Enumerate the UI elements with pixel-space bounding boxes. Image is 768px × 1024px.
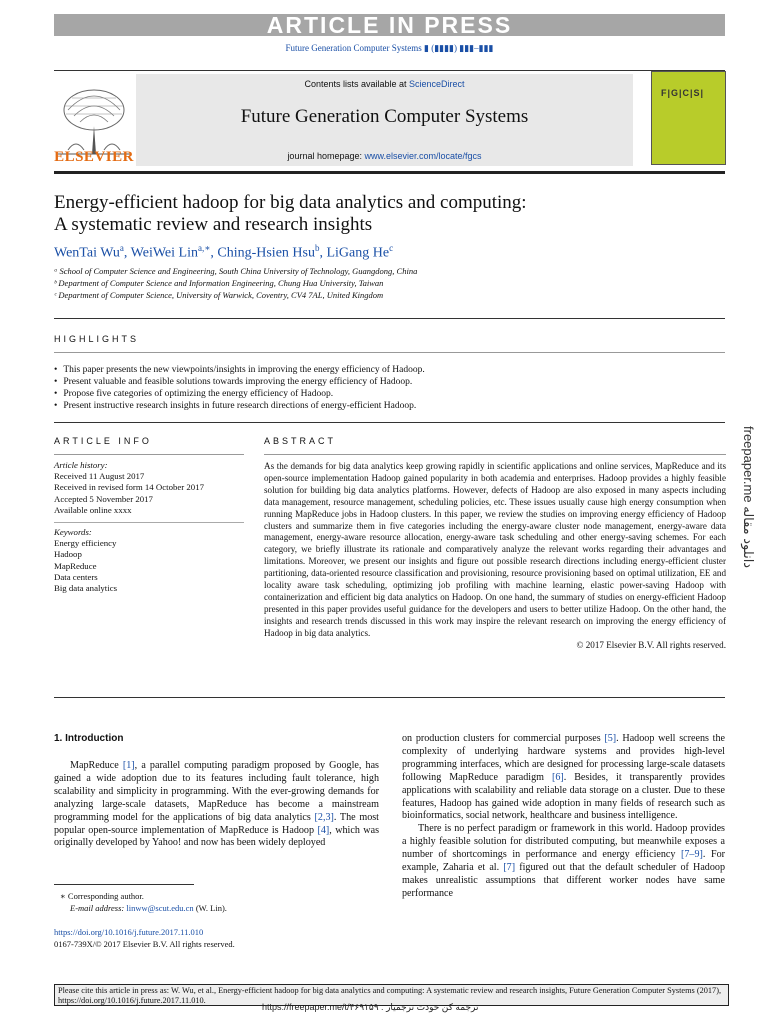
elsevier-wordmark: ELSEVIER: [54, 149, 134, 165]
section-rule: [54, 454, 244, 455]
citation-link[interactable]: [2,3]: [314, 811, 334, 823]
section-rule: [264, 454, 726, 455]
doi-link[interactable]: https://doi.org/10.1016/j.future.2017.11.010: [54, 927, 204, 937]
article-info-column: [54, 460, 244, 594]
journal-title: Future Generation Computer Systems: [240, 106, 529, 127]
freepaper-side-text: freepaper.me دانلود مقاله: [741, 426, 756, 569]
author-affiliation-mark: b: [314, 243, 320, 253]
history-item: Available online xxxx: [54, 504, 132, 515]
body-text: on production clusters for commercial purposes: [402, 733, 605, 744]
history-item: Accepted 5 November 2017: [54, 493, 153, 504]
section-rule: [54, 318, 725, 319]
author-name[interactable]: LiGang He: [326, 245, 390, 261]
email-label: E-mail address:: [70, 903, 127, 913]
citation-link[interactable]: [7–9]: [681, 849, 703, 861]
contents-line: [136, 79, 633, 89]
body-text: , which was originally developed by Yahoo! and now has been widely deployed: [54, 824, 379, 849]
abstract-body: [264, 461, 726, 652]
homepage-line: [136, 151, 633, 161]
affiliation: ᶜ Department of Computer Science, University of Warwick, Coventry, CV4 7AL, United Kingdom: [54, 290, 384, 300]
title-line-2: A systematic review and research insights: [54, 214, 373, 235]
paragraph: [402, 733, 725, 823]
homepage-link[interactable]: www.elsevier.com/locate/fgcs: [364, 151, 482, 161]
freepaper-watermark-bottom[interactable]: https://freepaper.me/t/۴۶۹۱۵۹ : ترجمه کن خودت ترجمیار: [262, 1002, 479, 1012]
keywords-label: Keywords:: [54, 527, 92, 538]
introduction-column-left: [54, 760, 379, 850]
section-rule: [54, 697, 725, 698]
homepage-prefix: journal homepage:: [287, 151, 365, 161]
author-affiliation-mark: a: [119, 243, 124, 253]
header-rule: [54, 70, 725, 71]
paragraph: [402, 823, 725, 900]
author-name[interactable]: WeiWei Lin: [130, 245, 198, 261]
footnote: [54, 890, 374, 914]
info-divider: [54, 522, 244, 523]
body-text: . The most popular open-source implementation of MapReduce is Hadoop: [54, 811, 379, 836]
highlights-list: [54, 364, 714, 412]
cover-title: F|G|C|S|: [661, 88, 705, 98]
section-rule: [54, 422, 725, 423]
body-text: , a parallel computing paradigm proposed by Google, has gained a wide adoption due to its features including fault tolerance, high scalability and simplicity in programming. With the ever-growing demands for analyzing large-scale datasets, MapReduce has become a mainstream programming model for the applications of big data analytics: [54, 760, 379, 823]
title-line-1: Energy-efficient hadoop for big data analytics and computing:: [54, 192, 527, 213]
author-affiliation-mark: c: [389, 243, 394, 253]
corresponding-author: ∗ Corresponding author.: [60, 891, 144, 901]
footnote-rule: [54, 884, 194, 885]
keyword: Data centers: [54, 571, 98, 582]
history-item: Received 11 August 2017: [54, 471, 145, 482]
section-rule: [54, 352, 725, 353]
highlight-item: • Present instructive research insights in future research directions of energy-efficient Hadoop.: [54, 400, 714, 412]
body-text: . For example, Zaharia et al.: [402, 849, 725, 874]
body-text: figured out that the default scheduler of Hadoop makes unrealistic assumptions that different worker nodes have same performance: [402, 862, 725, 899]
freepaper-watermark-side: [742, 426, 758, 596]
introduction-column-right: [402, 733, 725, 901]
keyword: Hadoop: [54, 549, 82, 560]
article-title: [54, 192, 714, 236]
abstract-copyright: © 2017 Elsevier B.V. All rights reserved.: [576, 639, 726, 650]
abstract-heading: ABSTRACT: [264, 436, 337, 446]
history-label: Article history:: [54, 460, 108, 470]
abstract-text: As the demands for big data analytics keep growing rapidly in scientific applications and online services, MapReduce and its open-source implementation Hadoop gained popularity in both academia and enterprises. Hadoop provides a highly feasible solution for building big data analytics platforms. However, defects of Hadoop are also exposed in many aspects including data management, resource management, scheduling policies, etc. These issues usually cause high energy consumption when running MapReduce jobs in Hadoop clusters. In this paper, we review the studies on improving energy efficiency of Hadoop clusters and summarize them in five categories including the energy-aware cluster node management, energy-aware data management, energy-aware resource allocation, energy-aware task scheduling and other energy-saving schemes. For each category, we briefly illustrate its rationale and comparatively analyze the relevant works regarding their advantages and limitations. Moreover, we present our insights and figure out possible research directions including energy-efficient cluster partitioning, data-oriented resource classification and provisioning, resource provisioning based on optimal utilization, EE and locality aware task scheduling, optimizing job profiling with machine learning, elastic power-saving Hadoop with containerization and efficient big data analytics on Hadoop. On one hand, the summary of studies on energy-efficient Hadoop presented in this paper provides useful guidance for the developers and users to better utilize Hadoop. On the other hand, the insights and research trends discussed in this work may inspire the relevant research on improving the energy efficiency of Hadoop in big data analytics.: [264, 461, 726, 638]
email-suffix: (W. Lin).: [193, 903, 227, 913]
body-text: . Hadoop well screens the complexity of underlying hardware systems and provides high-level programming interfaces, which are designed for processing large-scale datasets following MapReduce paradigm: [402, 733, 725, 783]
author-list: WenTai Wu$^a$, WeiWei Lin$^{a,∗}$, Ching-Hsien Hsu$^b$, LiGang He$^c$: [54, 243, 394, 261]
citation-link[interactable]: [5]: [604, 733, 617, 744]
sciencedirect-link[interactable]: ScienceDirect: [409, 79, 465, 89]
article-info-heading: ARTICLE INFO: [54, 436, 152, 446]
highlight-item: • This paper presents the new viewpoints/insights in improving the energy efficiency of Hadoop.: [54, 364, 714, 376]
journal-reference-link[interactable]: Future Generation Computer Systems ▮ (▮▮▮▮) ▮▮▮–▮▮▮: [285, 43, 494, 53]
author-affiliation-mark: a,∗: [197, 243, 211, 253]
citation-link[interactable]: [4]: [317, 824, 330, 836]
highlight-item: • Propose five categories of optimizing the energy efficiency of Hadoop.: [54, 388, 714, 400]
body-text: . Besides, it transparently provides applications with scalability and reliable data storage on a cluster. Due to these features, Hadoop has gained wide adoption in many fields of research such as bioinformatics, social network, healthcare and business intelligence.: [402, 771, 725, 822]
email-link[interactable]: linww@scut.edu.cn: [126, 903, 194, 913]
body-text: There is no perfect paradigm or framework in this world. Hadoop provides a highly feasible solution for distributed computing, but meanwhile exposes a number of shortcomings in performance and energy efficiency: [402, 823, 725, 861]
issn-line: 0167-739X/© 2017 Elsevier B.V. All rights reserved.: [54, 939, 235, 949]
keyword: Big data analytics: [54, 583, 118, 594]
header-thick-rule: [54, 171, 725, 174]
citation-link[interactable]: [1]: [122, 760, 135, 771]
author-name[interactable]: Ching-Hsien Hsu: [217, 245, 315, 261]
email-line: [54, 902, 374, 914]
keyword: MapReduce: [54, 560, 97, 571]
citation-link[interactable]: [7]: [503, 862, 516, 874]
doi-block: [54, 926, 374, 950]
citation-link[interactable]: [6]: [551, 771, 564, 783]
body-text: MapReduce: [70, 760, 123, 771]
history-item: Received in revised form 14 October 2017: [54, 482, 204, 493]
citation-notice-box: Please cite this article in press as: W. Wu, et al., Energy-efficient hadoop for big data analytics and computing: A systematic review and research insights, Future Generation Computer Systems (2017), https://doi.org/10.1016/j.future.2017.11.010.: [54, 984, 729, 1006]
article-in-press-banner: [54, 14, 725, 36]
author-name[interactable]: WenTai Wu: [54, 245, 120, 261]
article-in-press-label: ARTICLE IN PRESS: [266, 12, 513, 38]
affiliation: ᵃ School of Computer Science and Engineering, South China University of Technology, Guangdong, China: [54, 266, 418, 276]
contents-prefix: Contents lists available at: [304, 79, 410, 89]
journal-cover-thumbnail[interactable]: [651, 71, 726, 165]
highlights-heading: HIGHLIGHTS: [54, 334, 140, 344]
highlight-item: • Present valuable and feasible solutions towards improving the energy efficiency of Hadoop.: [54, 376, 714, 388]
affiliation: ᵇ Department of Computer Science and Information Engineering, Chung Hua University, Taiwan: [54, 278, 384, 288]
introduction-heading: 1. Introduction: [54, 733, 124, 744]
keyword: Energy efficiency: [54, 538, 117, 549]
